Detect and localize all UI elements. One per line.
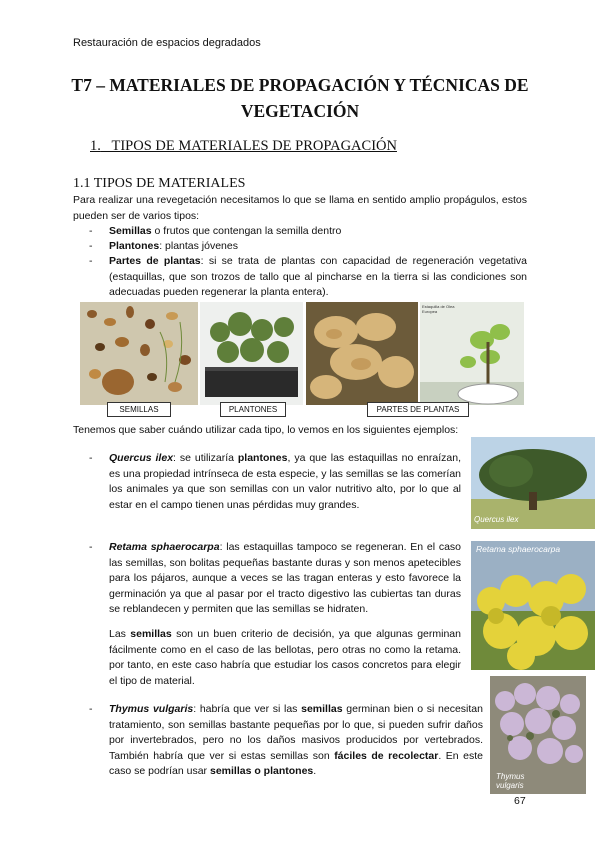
example-thymus: - Thymus vulgaris: habría que ver si las semillas germinan bien o si necesitan tratamiento, son semillas bastante pequeñas por lo que, si pueden sufrir daños por invertebrados, pero no los daños masivos producidos por vertebrados. También habría que ver si estas semillas son fáciles de recolectar. En este caso se podrían usar semillas o plantones. bbox=[89, 703, 483, 777]
species-thymus: Thymus vulgaris bbox=[109, 703, 194, 715]
term-plantones: Plantones bbox=[109, 240, 160, 252]
text: Las bbox=[109, 628, 131, 640]
thymus-photo bbox=[490, 676, 586, 794]
text: : habría que ver si las bbox=[193, 703, 302, 715]
seeds-photo bbox=[80, 302, 198, 405]
thymus-photo-label: Thymus vulgaris bbox=[496, 772, 525, 790]
cutting-photo bbox=[420, 302, 524, 405]
bold-semillas: semillas bbox=[301, 703, 343, 715]
title-line-1: T7 – MATERIALES DE PROPAGACIÓN Y TÉCNICAS DE bbox=[71, 75, 529, 95]
text: germinan bien o si necesitan tratamiento, son semillas bastante pequeñas por lo que, si pueden sufrir daños por invertebrados, pero no los daños masivos producidos por vertebrados. También habría que ver si estas semillas son bbox=[109, 703, 483, 762]
retama-photo-label: Retama sphaerocarpa bbox=[476, 544, 561, 554]
seedlings-photo bbox=[200, 302, 303, 405]
retama-photo bbox=[471, 541, 595, 670]
section-1-heading bbox=[90, 138, 397, 155]
bold-semillas-plantones: semillas o plantones bbox=[209, 765, 314, 777]
term-partes: Partes de plantas bbox=[109, 255, 201, 267]
quercus-photo bbox=[471, 437, 595, 529]
list-text: o frutos que contengan la semilla dentro bbox=[151, 225, 342, 237]
running-header: Restauración de espacios degradados bbox=[73, 37, 261, 49]
example-retama: - Retama sphaerocarpa: las estaquillas tampoco se regeneran. En el caso las semillas, son bolitas pequeñas bastante duras y son menos apetecibles para los pájaros, aunque a veces se las tragan enteras y esto favorece la germinación ya que al pasar por el tracto digestivo las cubiertas tan duras se reblandecen y permiten que las semillas se hidraten. bbox=[89, 541, 462, 615]
text: . En este caso se podrían usar bbox=[109, 749, 483, 777]
bold-recolectar: fáciles de recolectar bbox=[334, 749, 439, 762]
list-item-plantones: - Plantones: plantas jóvenes bbox=[89, 240, 238, 252]
text: son un buen criterio de decisión, ya que algunas germinan fácilmente como en el caso de las bellotas, pero otras no como la retama. por tanto, en este caso habría que estudiar los casos concretos para elegir el tipo de material. bbox=[109, 628, 461, 687]
list-text: : si se trata de plantas con capacidad de regeneración vegetativa (estaquillas, que son trozos de tallo que al pincharse en la tierra si las condiciones son adecuadas pueden regenerar la planta entera). bbox=[109, 255, 527, 298]
caption-semillas: SEMILLAS bbox=[107, 402, 171, 417]
retama-second-paragraph bbox=[109, 627, 461, 689]
page-title bbox=[60, 72, 540, 124]
title-line-2: VEGETACIÓN bbox=[240, 101, 360, 121]
text: : se utilizaría bbox=[173, 452, 238, 464]
text: , ya que las estaquillas no enraízan, es una propiedad intrínseca de esta especie, y las semillas se las comerían los animales ya que son semillas con un valor nutritivo alto, por lo que al estar en el campo tienen unas pérdidas muy grandes. bbox=[109, 452, 461, 511]
species-quercus: Quercus ilex bbox=[109, 452, 174, 464]
caption-plantones: PLANTONES bbox=[220, 402, 286, 417]
example-quercus: - Quercus ilex: se utilizaría plantones, ya que las estaquillas no enraízan, es una propiedad intrínseca de esta especie, y las semillas se las comerían los animales ya que son semillas con un valor nutritivo alto, por lo que al estar en el campo tienen unas pérdidas muy grandes. bbox=[89, 452, 461, 511]
section-1-number: 1. bbox=[90, 138, 101, 154]
text: . bbox=[313, 765, 317, 777]
section-1-title: TIPOS DE MATERIALES DE PROPAGACIÓN bbox=[111, 138, 397, 154]
intro-paragraph: Para realizar una revegetación necesitamos lo que se llama en sentido amplio propágulos, estos pueden ser de varios tipos: bbox=[73, 194, 527, 222]
list-item-partes: - Partes de plantas: si se trata de plantas con capacidad de regeneración vegetativa (estaquillas, que son trozos de tallo que al pincharse en la tierra si las condiciones son adecuadas pueden regenerar la planta entera). bbox=[89, 255, 527, 298]
species-retama: Retama sphaerocarpa bbox=[109, 541, 220, 553]
cutting-photo-note: Estaquilla de Olea Europea bbox=[422, 304, 455, 314]
bold-plantones: plantones bbox=[237, 452, 288, 464]
section-1-1-heading: 1.1 TIPOS DE MATERIALES bbox=[73, 176, 246, 191]
examples-intro: Tenemos que saber cuándo utilizar cada tipo, lo vemos en los siguientes ejemplos: bbox=[73, 424, 459, 436]
bold-semillas: semillas bbox=[130, 628, 172, 640]
term-semillas: Semillas bbox=[109, 225, 152, 237]
text: : las estaquillas tampoco se regeneran. En el caso las semillas, son bolitas pequeñas bastante duras y son menos apetecibles para los pájaros, aunque a veces se las tragan enteras y esto favorece la germinación ya que al pasar por el tracto digestivo las cubiertas tan duras se reblandecen y permiten que las semillas se hidraten. bbox=[109, 541, 462, 615]
list-text: : plantas jóvenes bbox=[159, 240, 238, 252]
list-item-semillas: - Semillas o frutos que contengan la semilla dentro bbox=[89, 225, 342, 237]
page-number: 67 bbox=[514, 795, 526, 807]
quercus-photo-label: Quercus ilex bbox=[474, 515, 519, 524]
caption-partes: PARTES DE PLANTAS bbox=[367, 402, 469, 417]
rhizome-photo bbox=[306, 302, 418, 405]
